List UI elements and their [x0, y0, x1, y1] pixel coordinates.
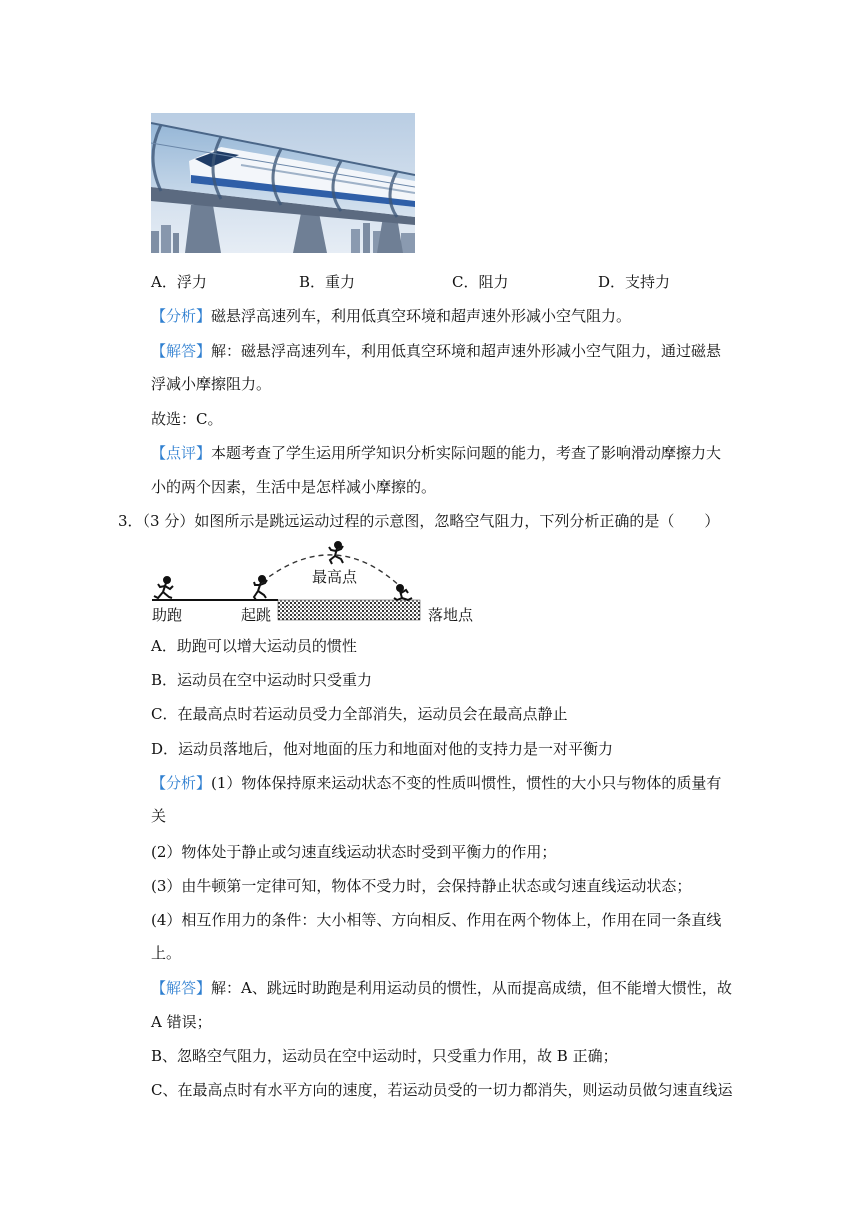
analysis-text: (1）物体保持原来运动状态不变的性质叫惯性，惯性的大小只与物体的质量有	[211, 774, 722, 792]
airborne-figure	[329, 542, 343, 564]
q3-analysis-point-2: (2）物体处于静止或匀速直线运动状态时受到平衡力的作用；	[151, 843, 557, 861]
q3-answer-line-2: A 错误；	[151, 1013, 212, 1031]
q3-answer-c-line-1: C、在最高点时有水平方向的速度，若运动员受的一切力都消失，则运动员做匀速直线运	[151, 1081, 733, 1099]
analysis-tag: 【分析】	[151, 774, 212, 792]
q3-analysis-point-3: (3）由牛顿第一定律可知，物体不受力时，会保持静止状态或匀速直线运动状态；	[151, 877, 692, 895]
q3-option-a: A．助跑可以增大运动员的惯性	[151, 637, 357, 655]
q2-option-b: B．重力	[299, 273, 356, 291]
label-takeoff: 起跳	[241, 606, 272, 624]
q2-answer-line-2: 浮减小摩擦阻力。	[151, 375, 272, 393]
q3-answer-b: B、忽略空气阻力，运动员在空中运动时，只受重力作用，故 B 正确；	[151, 1047, 618, 1065]
q3-analysis-point-4-line-1: (4）相互作用力的条件：大小相等、方向相反、作用在两个物体上，作用在同一条直线	[151, 911, 722, 929]
q2-option-d: D．支持力	[598, 273, 671, 291]
takeoff-figure	[254, 576, 267, 600]
sand-pit	[278, 600, 420, 620]
answer-tag: 【解答】	[151, 342, 212, 360]
label-land: 落地点	[428, 606, 474, 624]
q3-option-d: D．运动员落地后，他对地面的压力和地面对他的支持力是一对平衡力	[151, 740, 614, 758]
q2-option-c: C．阻力	[452, 273, 509, 291]
q3-option-b: B．运动员在空中运动时只受重力	[151, 671, 373, 689]
analysis-text: 磁悬浮高速列车，利用低真空环境和超声速外形减小空气阻力。	[211, 307, 632, 325]
analysis-tag: 【分析】	[151, 307, 212, 325]
runner-figure	[154, 577, 173, 598]
comment-text: 本题考查了学生运用所学知识分析实际问题的能力，考查了影响滑动摩擦力大	[211, 444, 722, 462]
label-run: 助跑	[152, 606, 183, 624]
comment-tag: 【点评】	[151, 444, 212, 462]
q2-comment-line-2: 小的两个因素，生活中是怎样减小摩擦的。	[151, 478, 437, 496]
answer-text: 解：磁悬浮高速列车，利用低真空环境和超声速外形减小空气阻力，通过磁悬	[211, 342, 722, 360]
long-jump-diagram	[150, 538, 480, 628]
q3-analysis-line-1	[151, 773, 721, 793]
q3-analysis-line-2: 关	[151, 807, 167, 825]
answer-text: 解：A、跳远时助跑是利用运动员的惯性，从而提高成绩，但不能增大惯性，故	[211, 979, 732, 997]
maglev-train-image	[151, 113, 415, 253]
q2-analysis	[151, 306, 631, 326]
q2-comment-line-1	[151, 443, 721, 463]
q3-option-c: C．在最高点时若运动员受力全部消失，运动员会在最高点静止	[151, 705, 568, 723]
landing-figure	[394, 585, 412, 600]
answer-tag: 【解答】	[151, 979, 212, 997]
q2-choice: 故选：C。	[151, 410, 223, 428]
label-top: 最高点	[312, 568, 358, 586]
q3-analysis-point-4-line-2: 上。	[151, 944, 182, 962]
q3-stem: 3．（3 分）如图所示是跳远运动过程的示意图，忽略空气阻力，下列分析正确的是（ ）	[118, 512, 720, 530]
q2-option-a: A．浮力	[151, 273, 207, 291]
q3-answer-line-1	[151, 978, 732, 998]
q2-answer-line-1	[151, 341, 721, 361]
